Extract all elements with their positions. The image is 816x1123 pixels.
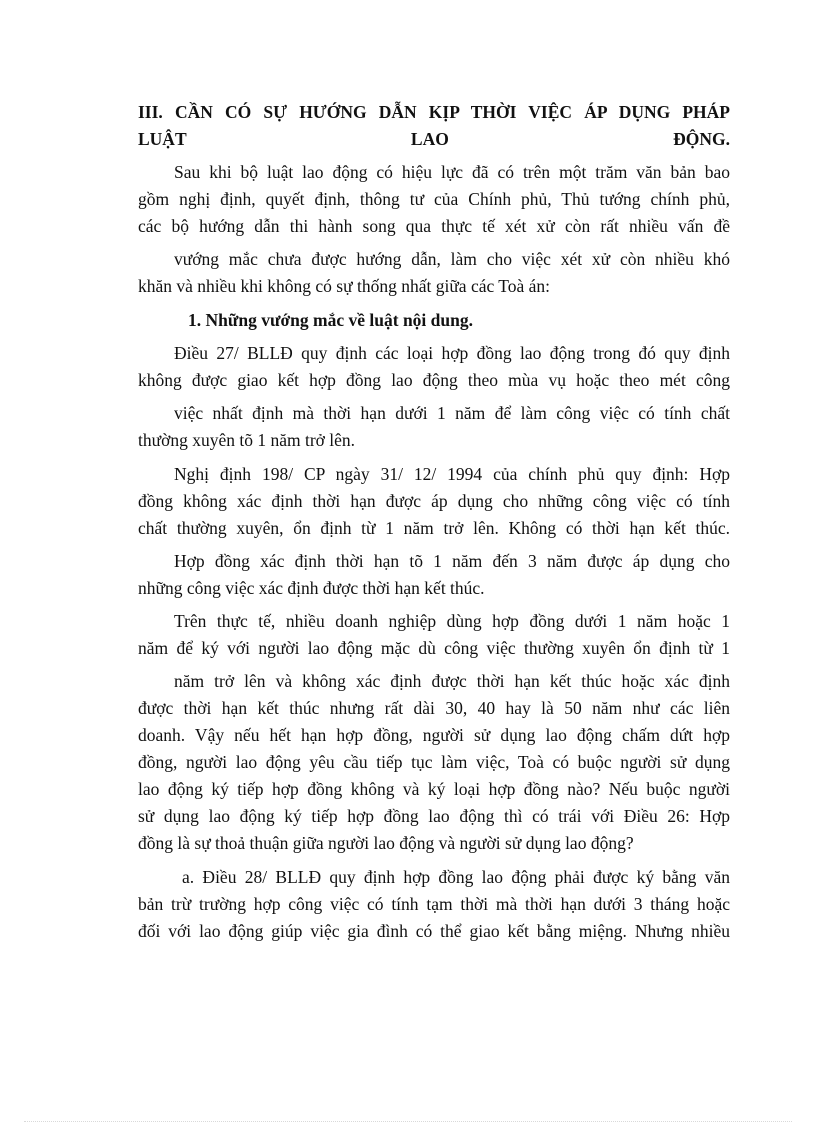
paragraph-line: Nghị định 198/ CP ngày 31/ 12/ 1994 của chính phủ quy định: Hợp bbox=[174, 464, 730, 484]
paragraph-line: khăn và nhiều khi không có sự thống nhất giữa các Toà án: bbox=[138, 276, 551, 296]
paragraph-line: năm để ký với người lao động mặc dù công việc thường xuyên ổn định từ 1 bbox=[138, 638, 730, 658]
paragraph-line: không được giao kết hợp đồng lao động theo mùa vụ hoặc theo mét công bbox=[138, 370, 730, 390]
paragraph-line: Sau khi bộ luật lao động có hiệu lực đã có trên một trăm văn bản bao bbox=[174, 162, 730, 182]
section-heading-continued bbox=[138, 128, 730, 150]
paragraph-line: đồng không xác định thời hạn được áp dụng cho những công việc có tính bbox=[138, 491, 730, 511]
paragraph-line: năm trở lên và không xác định được thời hạn kết thúc hoặc xác định bbox=[174, 671, 730, 691]
paragraph-line: đồng là sự thoả thuận giữa người lao động và người sử dụng lao động? bbox=[138, 833, 634, 853]
paragraph-line: a. Điều 28/ BLLĐ quy định hợp đồng lao động phải được ký bằng văn bbox=[182, 867, 730, 887]
paragraph-line: gồm nghị định, quyết định, thông tư của Chính phủ, Thủ tướng chính phủ, bbox=[138, 189, 730, 209]
heading-word: LAO bbox=[410, 129, 449, 149]
page-bottom-divider bbox=[24, 1121, 792, 1122]
paragraph-line: Trên thực tế, nhiều doanh nghiệp dùng hợp đồng dưới 1 năm hoặc 1 bbox=[174, 611, 730, 631]
paragraph-line: các bộ hướng dẫn thi hành song qua thực tế xét xử còn rất nhiều vấn đề bbox=[138, 216, 730, 236]
paragraph-line: sử dụng lao động ký tiếp hợp đồng lao động thì có trái với Điều 26: Hợp bbox=[138, 806, 730, 826]
paragraph-line: lao động ký tiếp hợp đồng không và ký loại hợp đồng nào? Nếu buộc người bbox=[138, 779, 730, 799]
paragraph-line: doanh. Vậy nếu hết hạn hợp đồng, người sử dụng lao động chấm dứt hợp bbox=[138, 725, 730, 745]
paragraph-line: Hợp đồng xác định thời hạn tõ 1 năm đến 3 năm được áp dụng cho bbox=[174, 551, 730, 571]
paragraph-line: thường xuyên tõ 1 năm trở lên. bbox=[138, 430, 356, 450]
paragraph-line: đối với lao động giúp việc gia đình có thể giao kết bằng miệng. Nhưng nhiều bbox=[138, 921, 730, 941]
paragraph-line: bản trừ trường hợp công việc có tính tạm thời mà thời hạn dưới 3 tháng hoặc bbox=[138, 894, 730, 914]
heading-word: LUẬT bbox=[138, 129, 187, 149]
subsection-heading: 1. Những vướng mắc về luật nội dung. bbox=[188, 310, 473, 330]
paragraph-line: vướng mắc chưa được hướng dẫn, làm cho việc xét xử còn nhiều khó bbox=[174, 249, 730, 269]
paragraph-line: việc nhất định mà thời hạn dưới 1 năm để làm công việc có tính chất bbox=[174, 403, 730, 423]
paragraph-line: Điều 27/ BLLĐ quy định các loại hợp đồng lao động trong đó quy định bbox=[174, 343, 730, 363]
paragraph-line: chất thường xuyên, ổn định từ 1 năm trở lên. Không có thời hạn kết thúc. bbox=[138, 518, 730, 538]
paragraph-line: được thời hạn kết thúc nhưng rất dài 30, 40 hay là 50 năm như các liên bbox=[138, 698, 730, 718]
heading-word: ĐỘNG. bbox=[673, 129, 730, 149]
paragraph-line: đồng, người lao động yêu cầu tiếp tục làm việc, Toà có buộc người sử dụng bbox=[138, 752, 730, 772]
paragraph-line: những công việc xác định được thời hạn kết thúc. bbox=[138, 578, 485, 598]
section-heading: III. CẦN CÓ SỰ HƯỚNG DẪN KỊP THỜI VIỆC ÁP DỤNG PHÁP bbox=[138, 102, 730, 122]
